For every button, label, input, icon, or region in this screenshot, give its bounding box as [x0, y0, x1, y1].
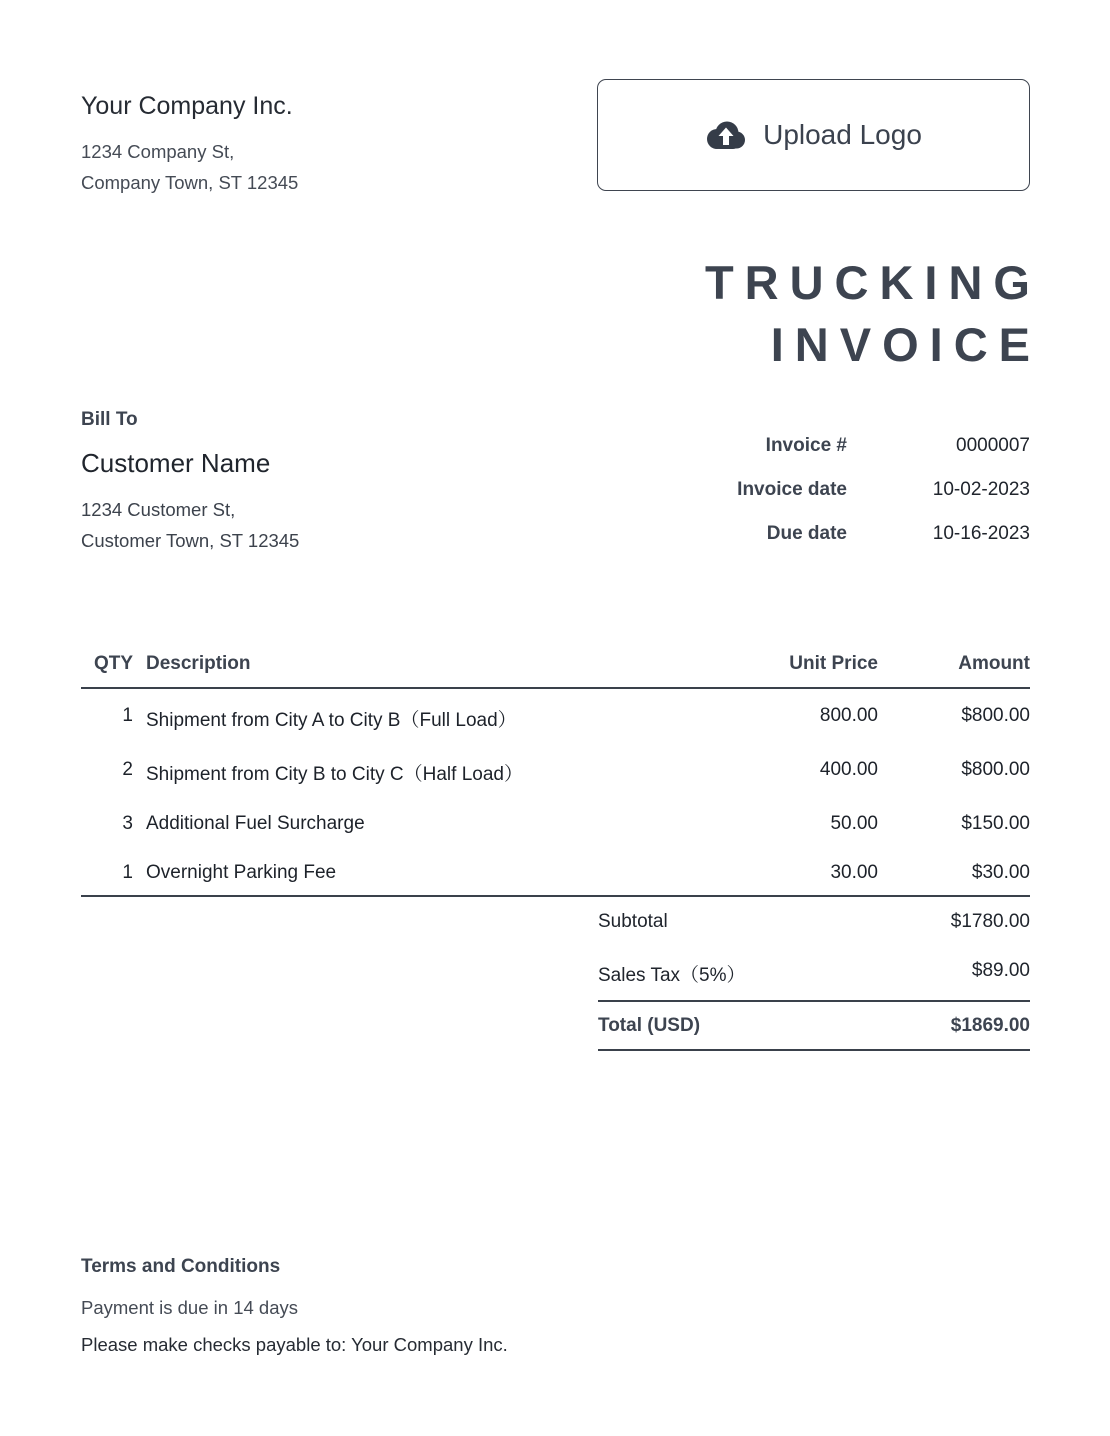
customer-address	[81, 494, 299, 556]
table-row	[81, 797, 1030, 846]
total-label: Total (USD)	[598, 1015, 701, 1036]
company-address-line2: Company Town, ST 12345	[81, 171, 299, 193]
item-amount: $800.00	[961, 705, 1030, 726]
item-amount: $150.00	[961, 813, 1030, 834]
item-unit-price: 400.00	[819, 759, 878, 780]
invoice-title-line2: INVOICE	[770, 318, 1041, 371]
customer-address-line2: Customer Town, ST 12345	[81, 530, 300, 551]
customer-address-line1: 1234 Customer St,	[81, 499, 236, 520]
invoice-number-label: Invoice #	[765, 435, 847, 456]
invoice-number-row	[598, 435, 1030, 457]
total-value: $1869.00	[950, 1015, 1030, 1036]
subtotal-value: $1780.00	[950, 911, 1030, 932]
invoice-number-value: 0000007	[956, 435, 1030, 456]
bill-to-block	[81, 409, 299, 567]
terms-line1: Payment is due in 14 days	[81, 1297, 298, 1318]
unit-price-column-header: Unit Price	[789, 653, 878, 674]
bill-to-heading: Bill To	[81, 409, 138, 430]
table-row	[81, 743, 1030, 797]
upload-logo-label: Upload Logo	[763, 119, 922, 150]
table-header-row	[81, 653, 1030, 689]
amount-column-header: Amount	[958, 653, 1030, 674]
due-date-row	[598, 523, 1030, 545]
table-row	[81, 846, 1030, 895]
item-description: Shipment from City A to City B（Full Load）	[146, 710, 517, 731]
item-amount: $800.00	[961, 759, 1030, 780]
subtotal-label: Subtotal	[598, 911, 668, 932]
item-qty: 1	[122, 862, 133, 883]
item-description: Additional Fuel Surcharge	[146, 813, 365, 834]
sales-tax-value: $89.00	[971, 960, 1030, 981]
billing-info-row	[81, 409, 1030, 567]
total-row	[598, 1000, 1030, 1051]
item-description: Overnight Parking Fee	[146, 862, 337, 883]
table-body	[81, 689, 1030, 897]
company-address	[81, 137, 298, 198]
description-column-header: Description	[146, 653, 251, 674]
totals-summary	[598, 897, 1030, 1051]
item-qty: 3	[122, 813, 133, 834]
terms-and-conditions	[81, 1256, 508, 1356]
invoice-title	[81, 252, 1041, 376]
item-qty: 1	[122, 705, 133, 726]
due-date-value: 10-16-2023	[932, 523, 1030, 544]
item-qty: 2	[122, 759, 133, 780]
cloud-upload-icon	[705, 120, 746, 151]
company-block	[81, 79, 298, 198]
item-unit-price: 30.00	[830, 862, 878, 883]
sales-tax-row	[598, 946, 1030, 1000]
item-description: Shipment from City B to City C（Half Load）	[146, 764, 523, 785]
upload-logo-button[interactable]	[597, 79, 1030, 191]
header-row	[81, 79, 1030, 198]
subtotal-row	[598, 897, 1030, 946]
invoice-meta-block	[598, 409, 1030, 567]
invoice-title-line1: TRUCKING	[704, 256, 1041, 309]
terms-heading: Terms and Conditions	[81, 1256, 281, 1277]
company-address-line1: 1234 Company St,	[81, 141, 235, 162]
due-date-label: Due date	[766, 523, 847, 544]
item-unit-price: 800.00	[819, 705, 878, 726]
qty-column-header: QTY	[93, 653, 133, 674]
item-amount: $30.00	[971, 862, 1030, 883]
invoice-date-value: 10-02-2023	[932, 479, 1030, 500]
company-name: Your Company Inc.	[81, 92, 293, 120]
line-items-table	[81, 653, 1030, 897]
customer-name: Customer Name	[81, 448, 271, 478]
invoice-date-label: Invoice date	[737, 479, 847, 500]
terms-line2: Please make checks payable to: Your Company Inc.	[81, 1334, 508, 1355]
table-row	[81, 689, 1030, 743]
item-unit-price: 50.00	[830, 813, 878, 834]
invoice-date-row	[598, 479, 1030, 501]
sales-tax-label: Sales Tax（5%）	[598, 965, 746, 986]
